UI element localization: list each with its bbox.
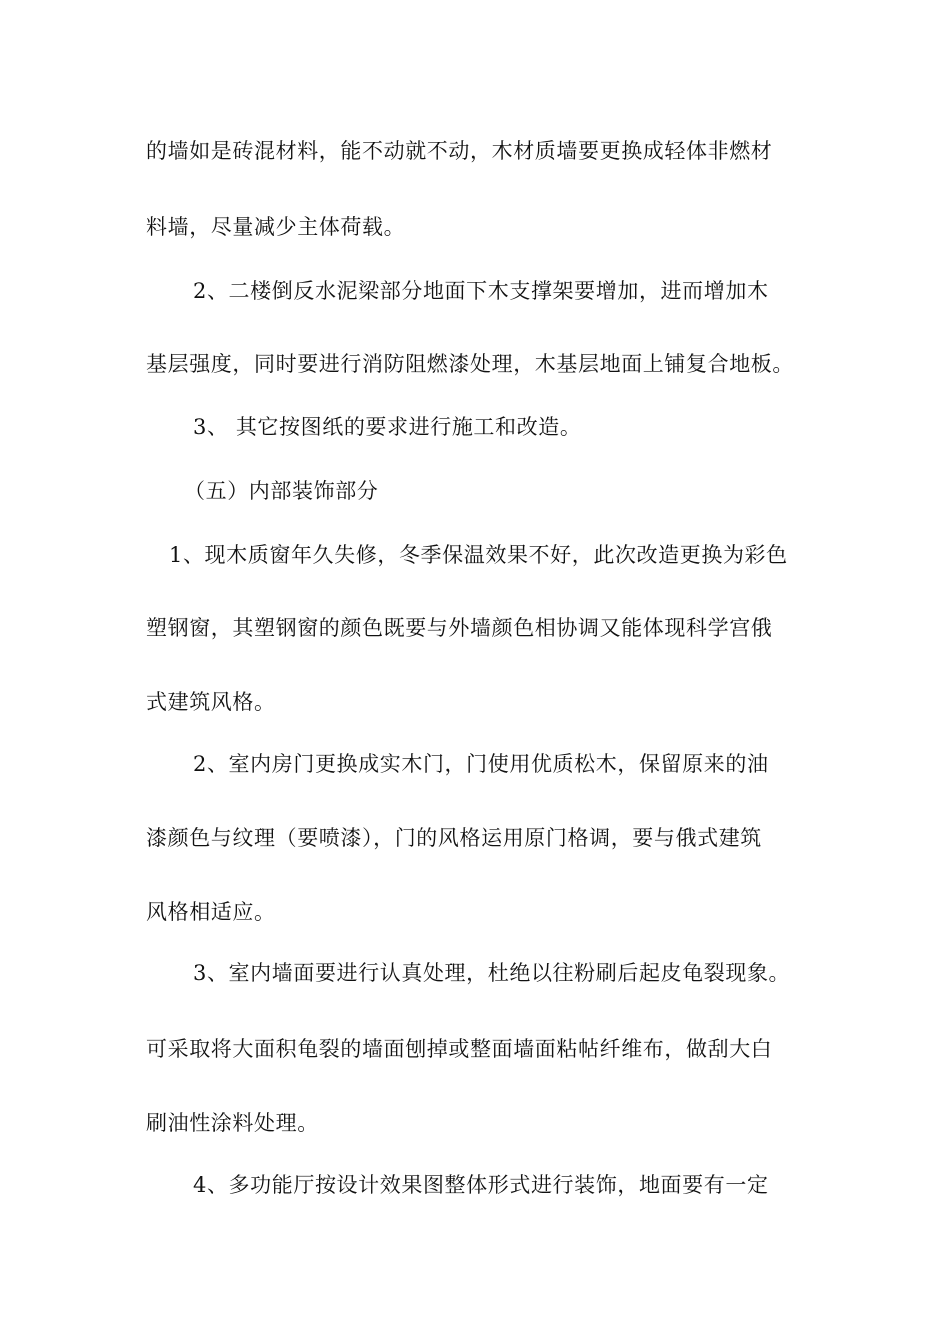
text-line: 基层强度，同时要进行消防阻燃漆处理，木基层地面上铺复合地板。 <box>146 352 794 376</box>
text-line: 式建筑风格。 <box>146 690 276 714</box>
text-line: 可采取将大面积龟裂的墙面刨掉或整面墙面粘帖纤维布，做刮大白 <box>146 1037 773 1061</box>
text-line: 风格相适应。 <box>146 900 276 924</box>
paragraph-3-line: 3、室内墙面要进行认真处理，杜绝以往粉刷后起皮龟裂现象。 <box>193 961 791 985</box>
text-line: 塑钢窗，其塑钢窗的颜色既要与外墙颜色相协调又能体现科学宫俄 <box>146 616 773 640</box>
text-line: 漆颜色与纹理（要喷漆），门的风格运用原门格调，要与俄式建筑 <box>146 826 762 850</box>
section-heading: （五）内部装饰部分 <box>184 479 379 503</box>
paragraph-1-line: 1、现木质窗年久失修，冬季保温效果不好，此次改造更换为彩色 <box>169 543 788 567</box>
paragraph-3-line: 3、 其它按图纸的要求进行施工和改造。 <box>193 415 582 439</box>
paragraph-2-line: 2、室内房门更换成实木门，门使用优质松木，保留原来的油 <box>193 752 769 776</box>
paragraph-2-line: 2、二楼倒反水泥梁部分地面下木支撑架要增加，进而增加木 <box>193 279 769 303</box>
text-line: 刷油性涂料处理。 <box>146 1111 319 1135</box>
text-line: 的墙如是砖混材料，能不动就不动，木材质墙要更换成轻体非燃材 <box>146 139 773 163</box>
paragraph-4-line: 4、多功能厅按设计效果图整体形式进行装饰，地面要有一定 <box>193 1173 769 1197</box>
text-line: 料墙，尽量减少主体荷载。 <box>146 215 406 239</box>
